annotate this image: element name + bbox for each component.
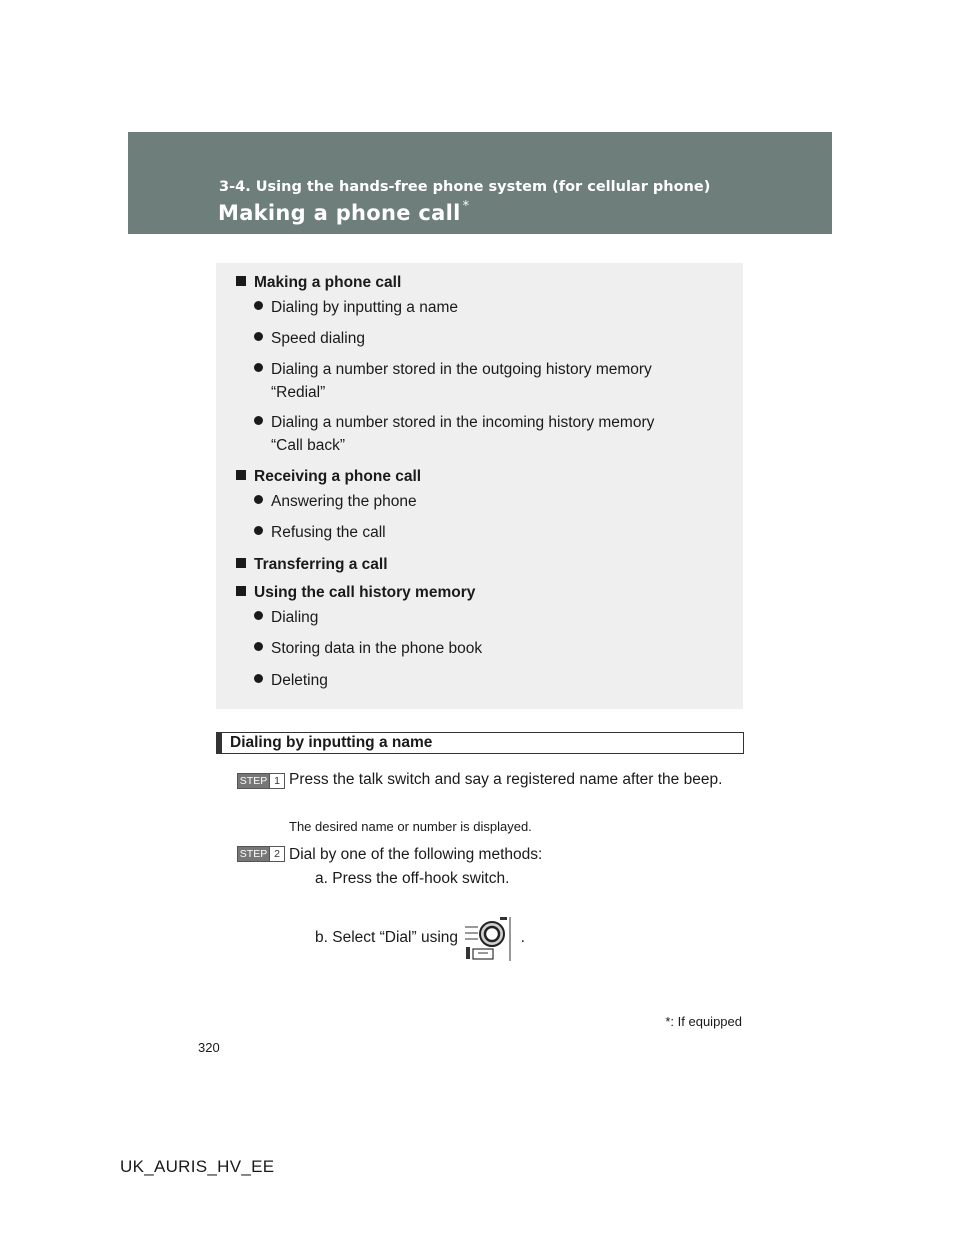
contents-box [216,263,743,709]
page-number: 320 [198,1040,220,1055]
document-code: UK_AURIS_HV_EE [120,1157,275,1176]
footnote: *: If equipped [665,1014,742,1029]
bullet-icon [254,416,263,425]
bullet-icon [254,526,263,535]
square-bullet-icon [236,276,246,286]
square-bullet-icon [236,586,246,596]
steering-switch-icon [464,915,514,961]
chapter-header [128,132,832,234]
option-b: b. Select “Dial” using . [315,915,525,961]
toc-item: Dialing by inputting a name [254,299,458,317]
square-bullet-icon [236,470,246,480]
step-1-note: The desired name or number is displayed. [289,819,532,834]
toc-item: Answering the phone [254,493,417,511]
toc-item: Dialing a number stored in the outgoing history memory “Redial” [254,361,652,402]
step-2-badge: STEP 2 [237,846,285,862]
bullet-icon [254,674,263,683]
subsection-heading [216,732,744,754]
square-bullet-icon [236,558,246,568]
toc-item: Refusing the call [254,524,386,542]
step-2-text: Dial by one of the following methods: [289,846,543,863]
bullet-icon [254,611,263,620]
section-title: 3-4. Using the hands-free phone system (for cellular phone) [219,179,711,195]
toc-item: Deleting [254,672,328,690]
toc-heading: Transferring a call [236,556,388,574]
toc-heading: Using the call history memory [236,584,475,602]
page-title [218,201,469,225]
if-equipped-mark: * [462,199,470,214]
bullet-icon [254,495,263,504]
toc-item: Storing data in the phone book [254,640,482,658]
page-title-text: Making a phone call [218,201,461,225]
bullet-icon [254,332,263,341]
bullet-icon [254,363,263,372]
toc-item: Dialing [254,609,318,627]
toc-item: Speed dialing [254,330,365,348]
option-a: a. Press the off-hook switch. [315,870,510,887]
toc-heading: Receiving a phone call [236,468,421,486]
bullet-icon [254,642,263,651]
toc-heading: Making a phone call [236,274,401,292]
step-1-badge: STEP 1 [237,773,285,789]
bullet-icon [254,301,263,310]
subsection-title: Dialing by inputting a name [230,734,433,751]
toc-item: Dialing a number stored in the incoming history memory “Call back” [254,414,654,455]
step-1-text: Press the talk switch and say a registered name after the beep. [289,771,723,788]
